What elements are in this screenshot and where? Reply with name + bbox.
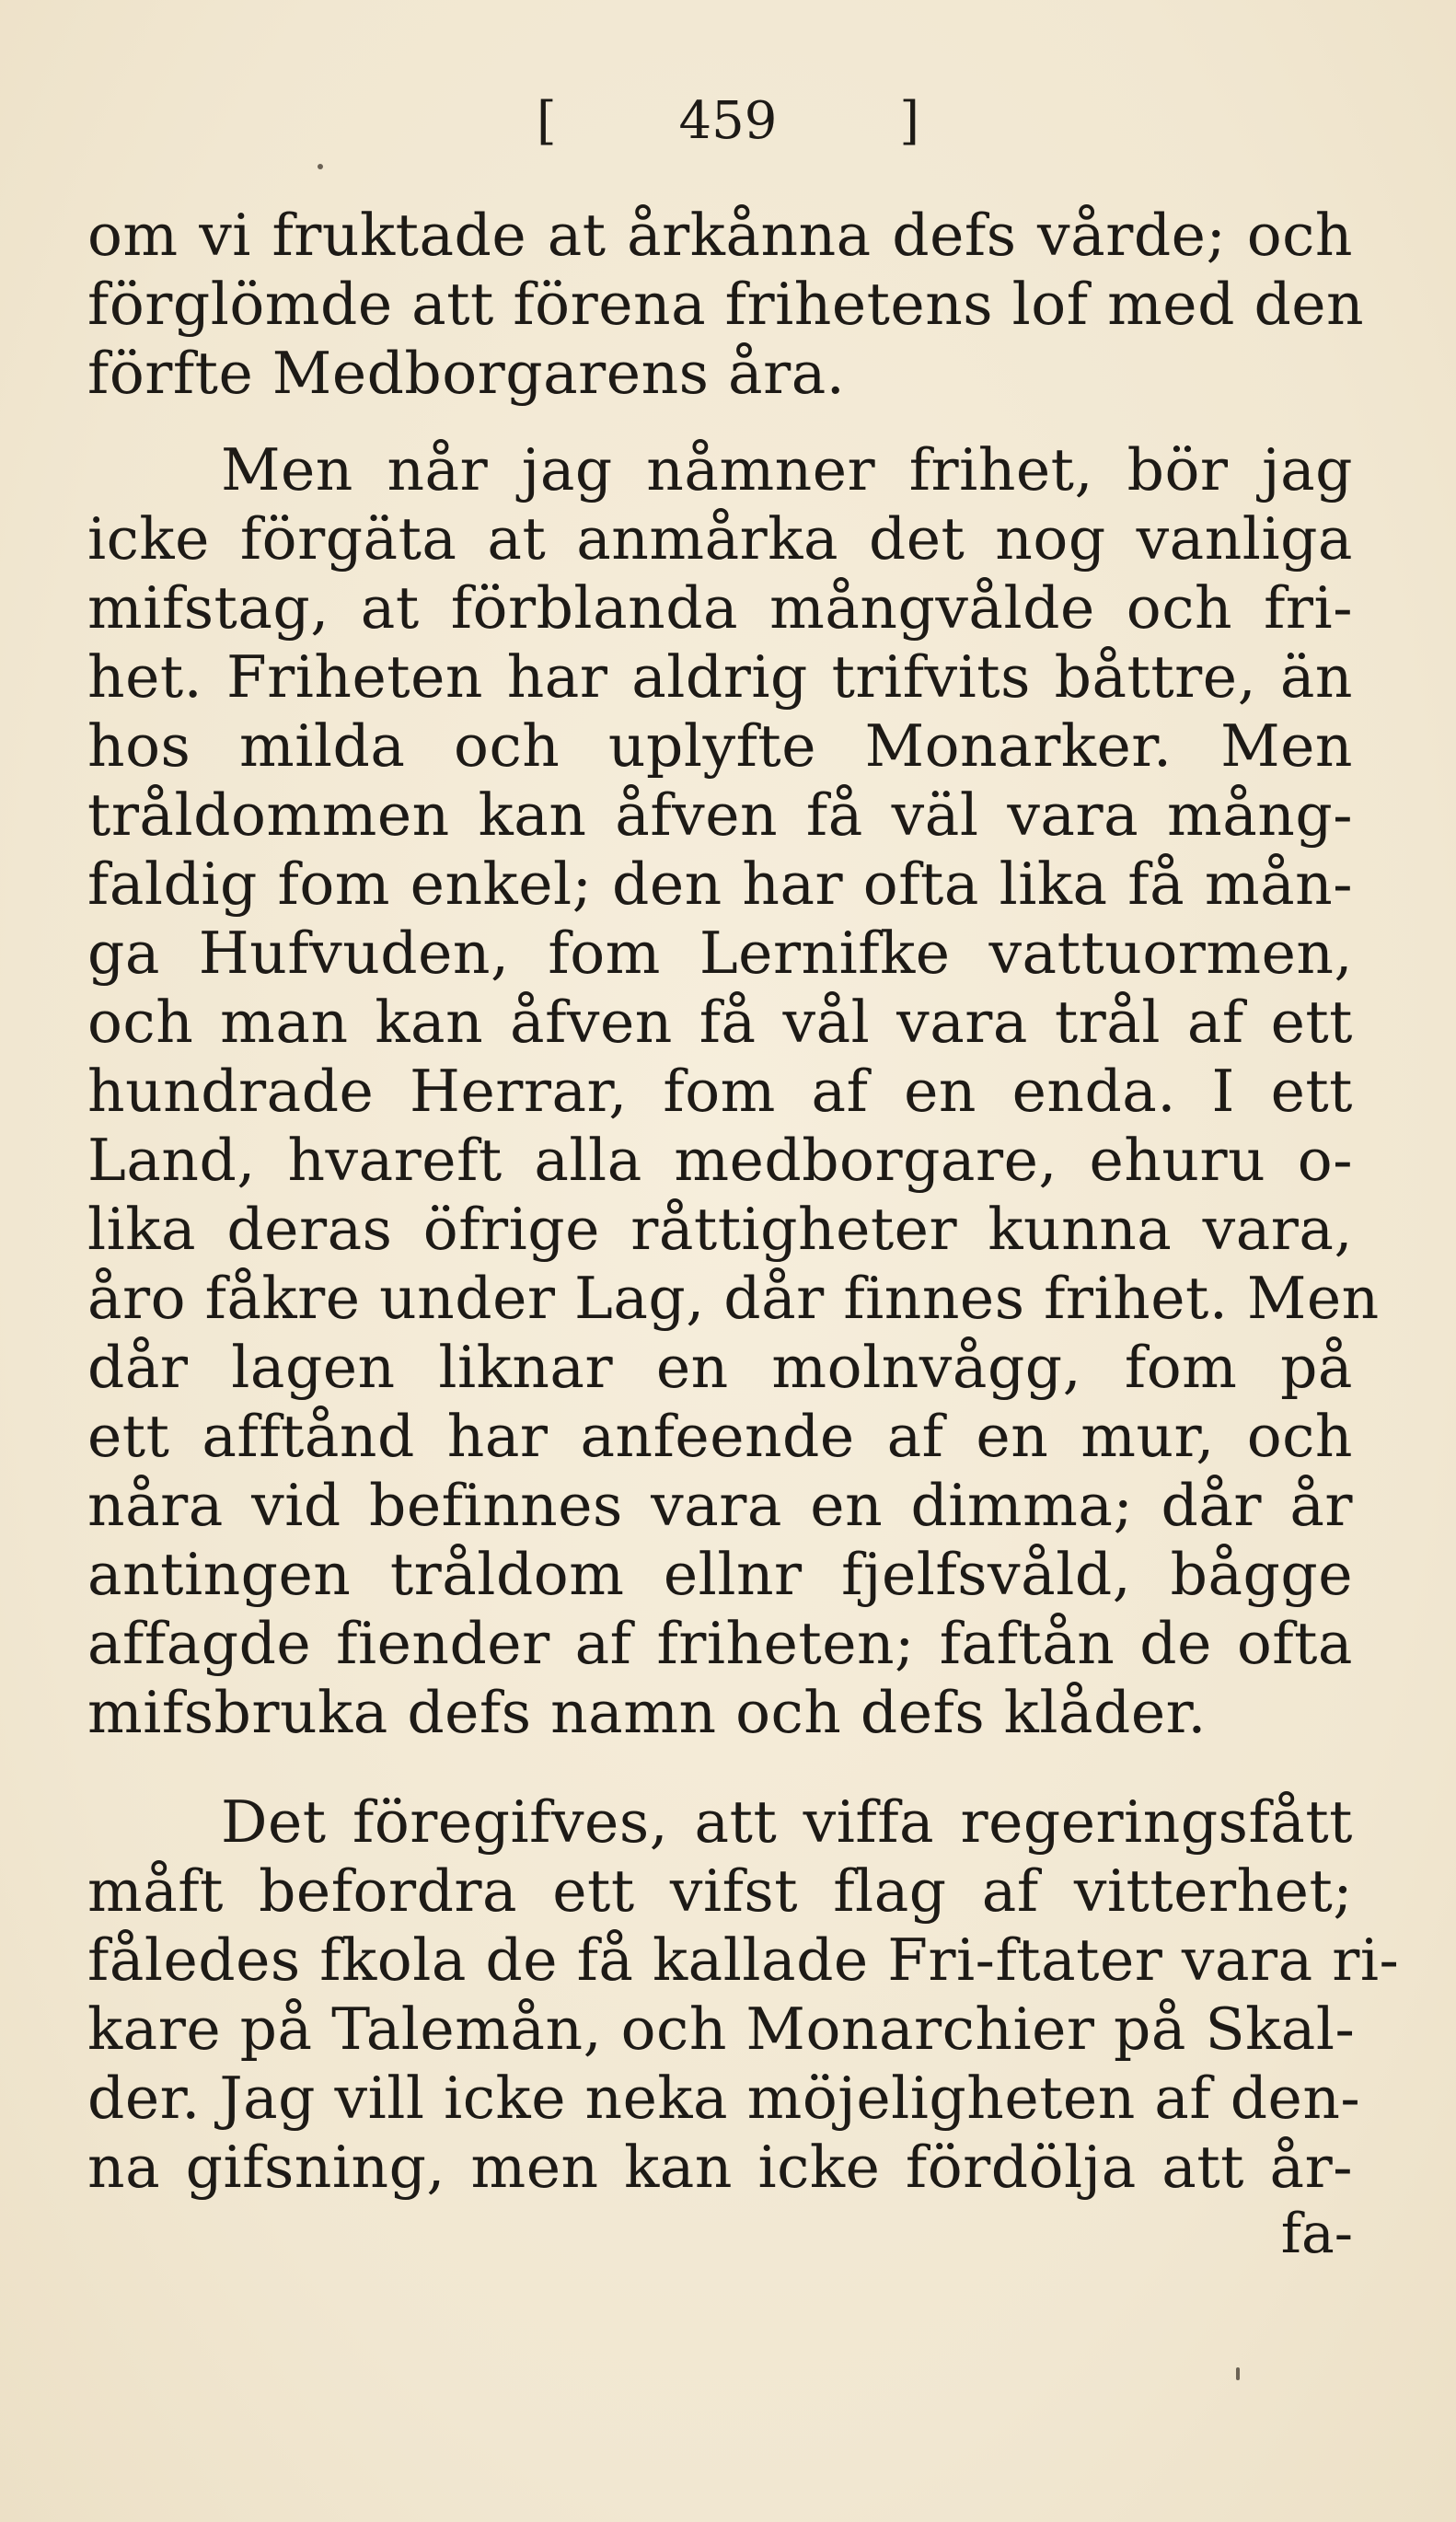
catchword: fa- [1280, 2202, 1353, 2266]
paragraph-3 [87, 1787, 1400, 2202]
text-line: hundrade Herrar, fom af en enda. I ett [87, 1058, 1353, 1125]
text-line: åro fåkre under Lag, dår finnes frihet. Men [87, 1265, 1380, 1332]
paragraph-2 [87, 435, 1380, 1747]
page-number: 459 [678, 91, 778, 151]
text-line: måft befordra ett vifst flag af vitterhet; [87, 1857, 1353, 1925]
page-header [0, 85, 1456, 158]
text-line: ett afftånd har anfeende af en mur, och [87, 1403, 1353, 1470]
text-line: fåledes fkola de få kallade Fri-ftater vara ri- [87, 1926, 1400, 1994]
text-line: kare på Talemån, och Monarchier på Skal- [87, 1996, 1356, 2063]
text-line: förglömde att förena frihetens lof med den [87, 271, 1365, 338]
text-line: tråldommen kan åfven få väl vara mång- [87, 781, 1353, 849]
ink-speck [318, 164, 323, 169]
header-bracket-open: [ [536, 91, 557, 151]
text-line: om vi fruktade at årkånna defs vårde; och [87, 202, 1353, 269]
text-line: Men når jag nåmner frihet, bör jag [221, 436, 1353, 503]
text-line: nåra vid befinnes vara en dimma; dår år [87, 1472, 1353, 1539]
text-line: dår lagen liknar en molnvågg, fom på [87, 1334, 1353, 1401]
text-line: och man kan åfven få vål vara trål af ett [87, 989, 1353, 1056]
paragraph-1 [87, 201, 1365, 408]
text-line: förfte Medborgarens åra. [87, 340, 846, 407]
text-line: het. Friheten har aldrig trifvits båttre, än [87, 643, 1353, 711]
ink-speck [1236, 2367, 1240, 2380]
text-line: lika deras öfrige råttigheter kunna vara, [87, 1196, 1353, 1263]
text-line: na gifsning, men kan icke fördölja att år- [87, 2134, 1353, 2201]
text-line: ga Hufvuden, fom Lernifke vattuormen, [87, 920, 1353, 987]
text-line: icke förgäta at anmårka det nog vanliga [87, 505, 1353, 573]
text-line: mifstag, at förblanda mångvålde och fri- [87, 574, 1353, 642]
text-line: affagde fiender af friheten; faftån de ofta [87, 1610, 1353, 1677]
text-line: mifsbruka defs namn och defs klåder. [87, 1679, 1207, 1746]
text-line: der. Jag vill icke neka möjeligheten af den- [87, 2065, 1361, 2132]
text-line: Land, hvareft alla medborgare, ehuru o- [87, 1127, 1353, 1194]
text-line: Det föregifves, att viffa regeringsfått [221, 1788, 1353, 1856]
text-line: faldig fom enkel; den har ofta lika få mån- [87, 850, 1353, 918]
header-bracket-close: ] [899, 91, 920, 151]
text-line: hos milda och uplyfte Monarker. Men [87, 712, 1353, 780]
text-line: antingen tråldom ellnr fjelfsvåld, bågge [87, 1541, 1353, 1608]
